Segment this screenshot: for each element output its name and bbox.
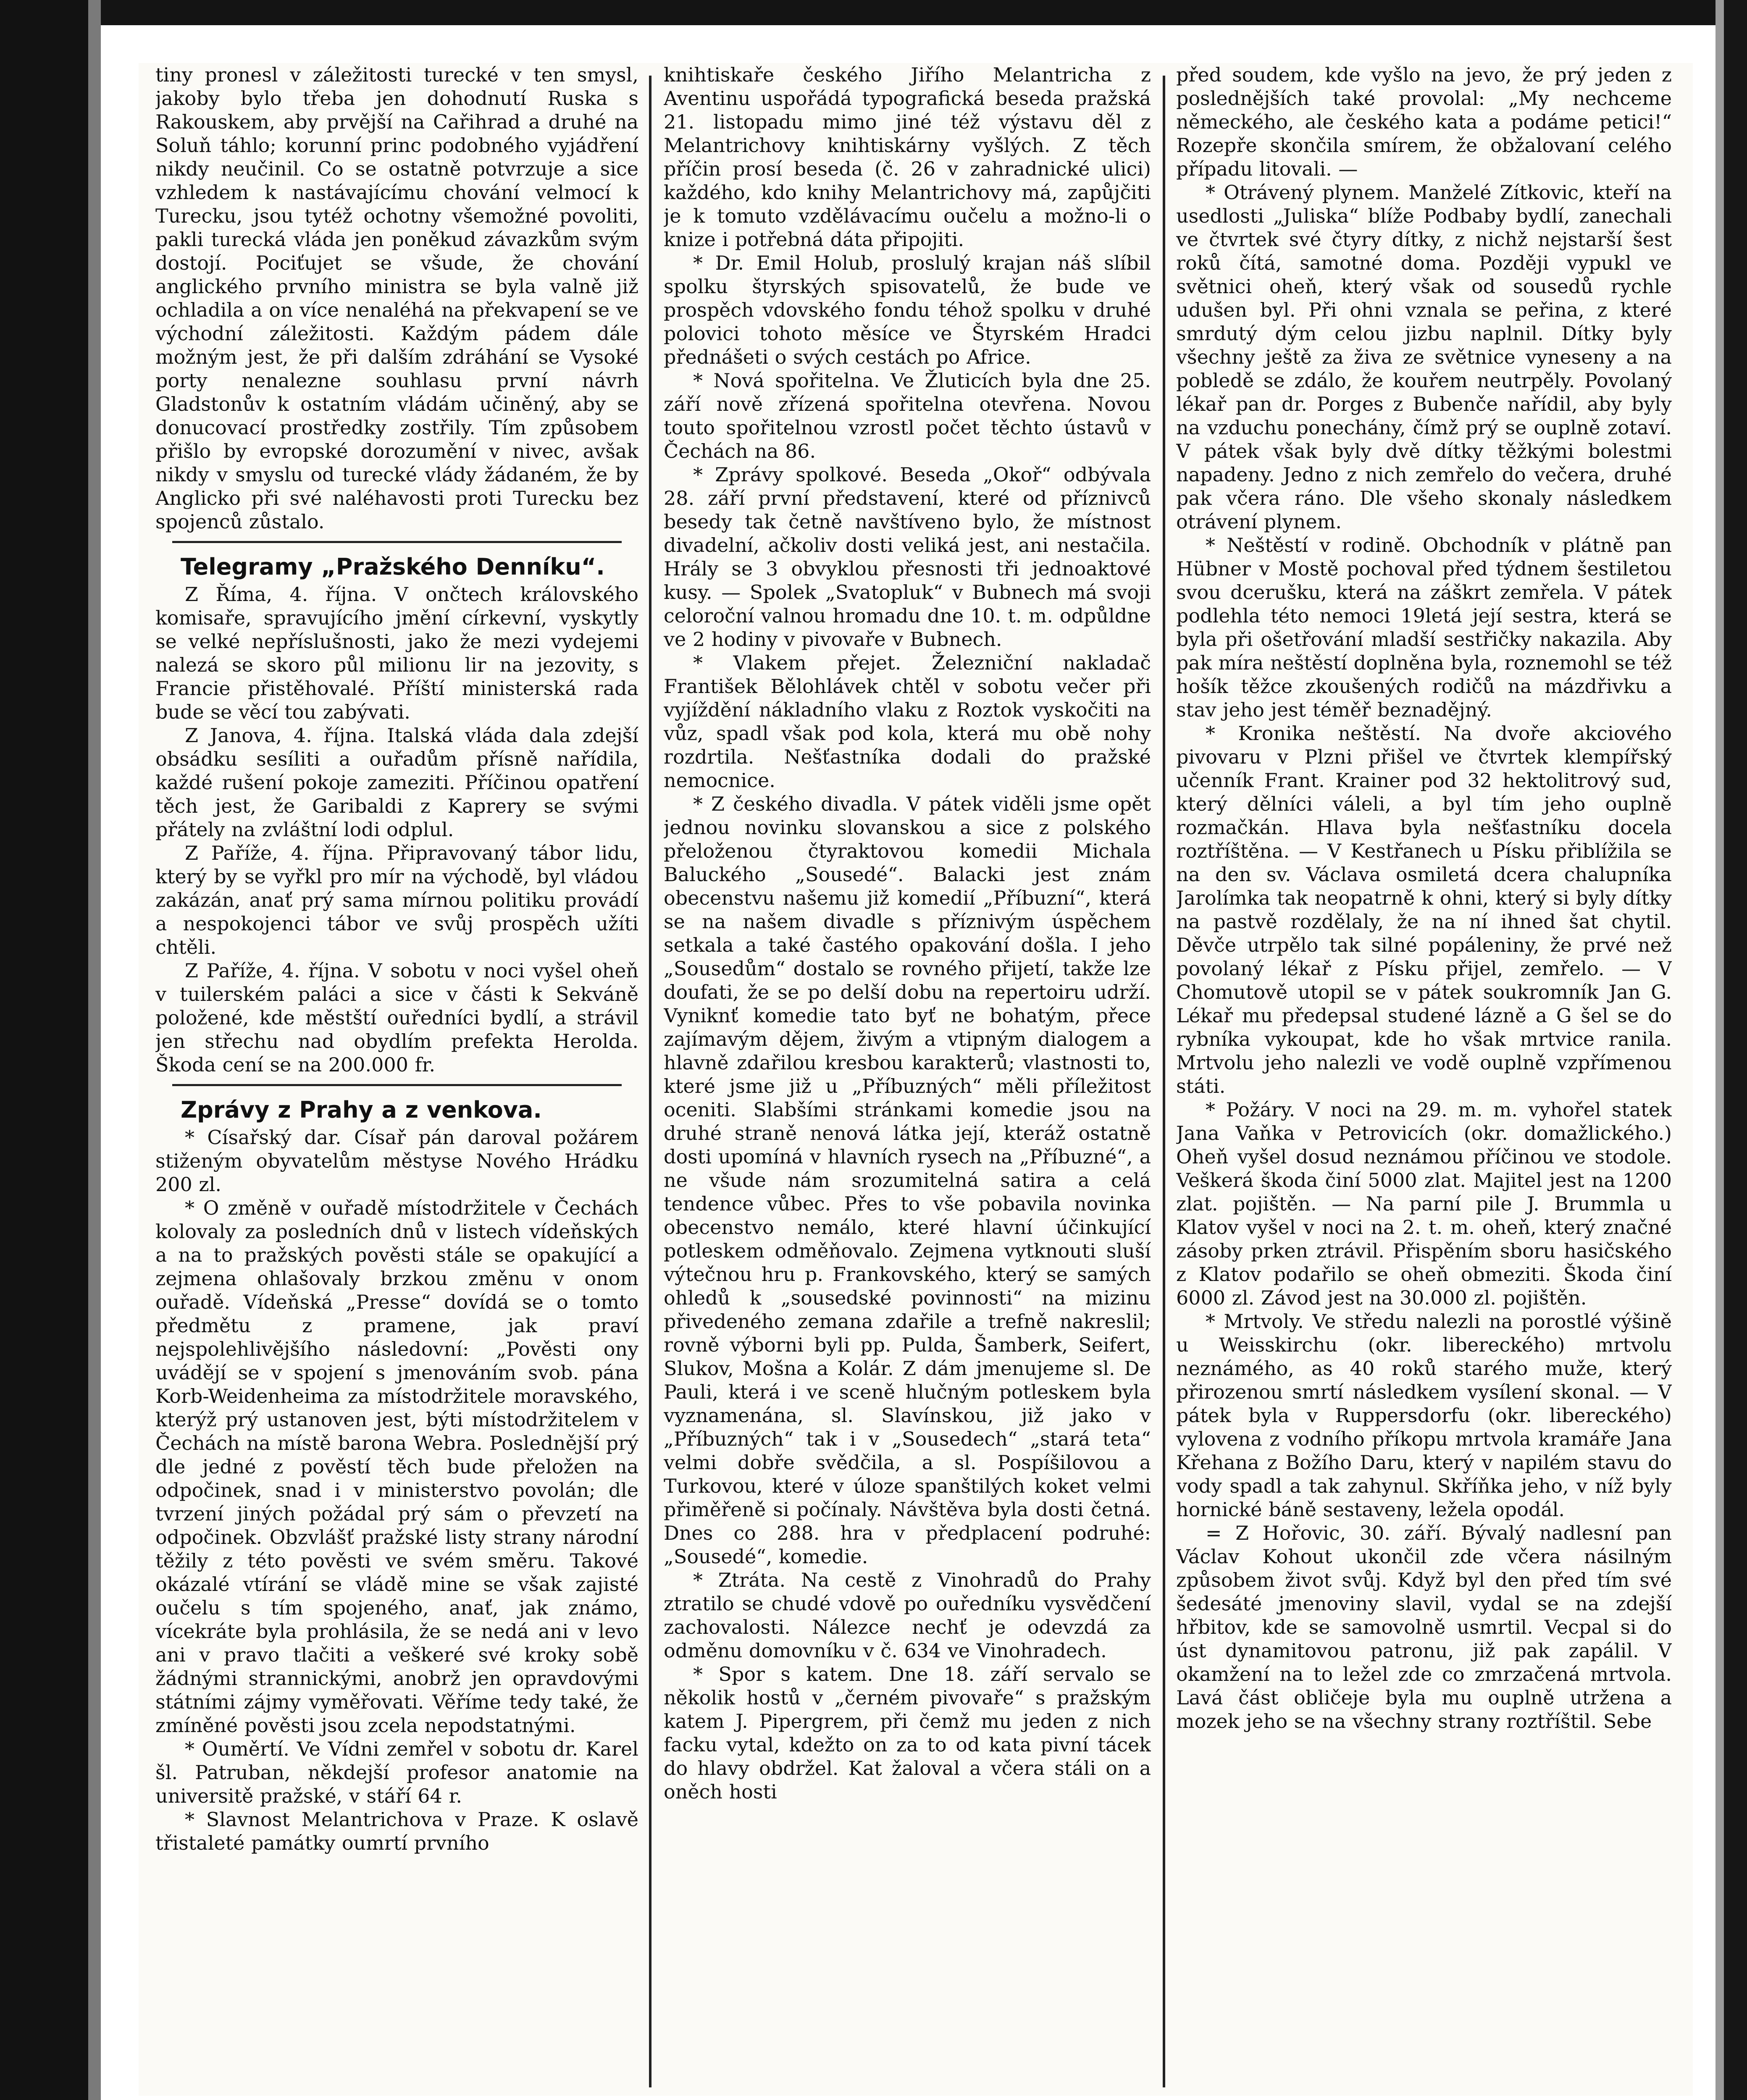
scan-border-right-shadow [1715,0,1724,2100]
column-2 [664,63,1151,2096]
article-paragraph: = Z Hořovic, 30. září. Bývalý nadlesní pan Václav Kohout ukončil zde včera násilným způsobem život svůj. Když byl den před tím své šedesáté jmenoviny slavil, vydal se na zdejší hřbitov, kde se samovolně usmrtil. Vecpal si do úst dynamitovou patronu, již pak zapálil. V okamžení na to ležel zde co zmrzačená mrtvola. Lavá část obličeje byla mu ouplně utržena a mozek jeho se na všechny strany roztříštil. Sebe [1176,1522,1672,1732]
section-heading: Zprávy z Prahy a z venkova. [181,1097,542,1123]
article-paragraph: * Požáry. V noci na 29. m. m. vyhořel statek Jana Vaňka v Petrovicích (okr. domažlického.) Oheň vyšel dosud neznámou příčinou ve stodole. Veškerá škoda činí 5000 zlat. Majitel jest na 1200 zlat. pojištěn. — Na parní pile J. Brummla u Klatov vyšel v noci na 2. t. m. oheň, který značné zásoby prken ztrávil. Přispěním sboru hasičského z Klatov podařilo se oheň obmeziti. Škoda činí 6000 zl. Závod jest na 30.000 zl. pojištěn. [1176,1098,1672,1309]
article-paragraph: * Slavnost Melantrichova v Praze. K oslavě třistaleté památky oumrtí prvního [155,1808,638,1854]
column-1 [155,63,638,2096]
article-paragraph: * Dr. Emil Holub, proslulý krajan náš slíbil spolku štyrských spisovatelů, že bude ve prospěch vdovského fondu téhož spolku v druhé polovici tohoto měsíce ve Štyrském Hradci přednášeti o svých cestách po Africe. [664,252,1151,368]
column-rule-1 [649,76,652,2087]
section-heading: Telegramy „Pražského Denníku“. [181,554,605,580]
article-paragraph: před soudem, kde vyšlo na jevo, že prý jeden z poslednějších také provolal: „My nechceme německého, ale českého kata a podáme petici!“ Rozepře skončila smírem, že obžalovaní celého případu litovali. — [1176,63,1672,180]
article-paragraph: knihtiskaře českého Jiřího Melantricha z Aventinu uspořádá typografická beseda pražská 21. listopadu mimo jiné též výstavu děl z Melantrichovy knihtiskárny vyšlých. Z těch příčin prosí beseda (č. 26 v zahradnické ulici) každého, kdo knihy Melantrichovy má, zapůjčiti je k tomuto vzdělávacímu oučelu a možno-li o knize i potřebná dáta připojiti. [664,63,1151,251]
article-paragraph: Z Říma, 4. října. V ončtech královského komisaře, spravujícího jmění církevní, vyskytly se velké nepříslušnosti, jako že mezi vydejemi nalezá se skoro půl milionu lir na jezovity, s Francie přistěhovalé. Příští ministerská rada bude se věcí tou zabývati. [155,583,638,723]
article-paragraph: * Neštěstí v rodině. Obchodník v plátně pan Hübner v Mostě pochoval před týdnem šestiletou svou dcerušku, která na záškrt zemřela. V pátek podlehla této nemoci 19letá její sestra, která se byla při ošetřování mladší sestřičky nakazila. Aby pak míra neštěstí doplněna byla, roznemohl se též hošík těžce zkoušených rodičů na mázdřivku a stav jeho jest téměř beznadějný. [1176,534,1672,721]
article-paragraph: * Mrtvoly. Ve středu nalezli na porostlé výšině u Weisskirchu (okr. libereckého) mrtvolu neznámého, as 40 roků starého muže, který přirozenou smrtí následkem vysílení skonal. — V pátek byla v Ruppersdorfu (okr. libereckého) vylovena z vodního příkopu mrtvola kramáře Jana Křehana z Božího Daru, který v napilém stavu do vody spadl a tak zahynul. Skříňka jeho, v níž byly hornické báně sestaveny, ležela opodál. [1176,1310,1672,1521]
article-paragraph: * Z českého divadla. V pátek viděli jsme opět jednou novinku slovanskou a sice z polského přeloženou čtyraktovou komedii Michala Baluckého „Sousedé“. Balacki jest znám obecenstvu našemu již komedií „Příbuzní“, která se na našem divadle s příznivým úspěchem setkala a také častého opakování došla. I jeho „Sousedům“ dostalo se rovného přijetí, takže lze doufati, že se po delší dobu na repertoiru udrží. Vyniknť komedie tato byť ne bohatým, přece zajímavým dějem, živým a vtipným dialogem a hlavně zdařilou kresbou karakterů; vlastnosti to, které jsme již u „Příbuzných“ měli příležitost oceniti. Slabšími stránkami komedie jsou na druhé straně nenová látka její, kteráž ostatně dosti upomíná v hlavních rysech na „Příbuzné“, a ne všude nám srozumitelná satira a celá tendence vůbec. Přes to vše pobavila novinka obecenstvo nemálo, které hlavní účinkující potleskem odměňovalo. Zejmena vytknouti sluší výtečnou hru p. Frankovského, který se samých ohledů k „sousedské povinnosti“ na mizinu přivedeného zemana zdařile a trefně nakreslil; rovně výborni byli pp. Pulda, Šamberk, Seifert, Slukov, Mošna a Kolár. Z dám jmenujeme sl. De Pauli, která i ve sceně hlučným potleskem byla vyznamenána, sl. Slavínskou, již jako v „Příbuzných“ tak i v „Sousedech“ „stará teta“ velmi dobře svědčila, a sl. Pospíšilovou a Turkovou, které v úloze spanštilých koket velmi přiměřeně si počínaly. Návštěva byla dosti četná. Dnes co 288. hra v předplacení podruhé: „Sousedé“, komedie. [664,793,1151,1568]
article-paragraph: * Nová spořitelna. Ve Žluticích byla dne 25. září nově zřízená spořitelna otevřena. Novou touto spořitelnou vzrostl počet těchto ústavů v Čechách na 86. [664,369,1151,462]
newspaper-page [139,63,1693,2096]
section-divider [172,541,622,543]
column-3 [1176,63,1672,2096]
article-paragraph: * Otrávený plynem. Manželé Zítkovic, kteří na usedlosti „Juliska“ blíže Podbaby bydlí, zanechali ve čtvrtek své čtyry dítky, z nichž nejstarší šest roků čítá, samotné doma. Později vypukl ve světnici oheň, který však od sousedů rychle udušen byl. Při ohni vznala se peřina, z které smrdutý dým celou jizbu naplnil. Dítky byly všechny ještě za živa ze světnice vyneseny a na pobledě se zdálo, že kouřem neutrpěly. Povolaný lékař pan dr. Porges z Bubenče nařídil, aby byly na vzduchu ponechány, čímž prý se ouplně zotaví. V pátek však byly dvě dítky těžkými bolestmi napadeny. Jedno z nich zemřelo do večera, druhé pak včera ráno. Dle všeho skonaly následkem otrávení plynem. [1176,181,1672,533]
article-paragraph: * Císařský dar. Císař pán daroval požárem stiženým obyvatelům městyse Nového Hrádku 200 zl. [155,1126,638,1196]
article-paragraph: Z Janova, 4. října. Italská vláda dala zdejší obsádku sesíliti a ouřadům přísně nařídila, každé rušení pokoje zameziti. Příčinou opatření těch jest, že Garibaldi z Kaprery se svými přátely na zvláštní lodi odplul. [155,724,638,841]
scan-border-top [0,0,1747,25]
article-paragraph: tiny pronesl v záležitosti turecké v ten smysl, jakoby bylo třeba jen dohodnutí Ruska s Rakouskem, aby prvější na Cařihrad a druhé na Soluň táhlo; korunní princ podobného vyjádření nikdy neučinil. Co se ostatně potvrzuje a sice vzhledem k nastávajícímu chování velmocí k Turecku, jsou tytéž ochotny všemožné povoliti, pakli turecká vláda jen poněkud závazkům svým dostojí. Pociťujet se všude, že chování anglického prvního ministra se byla valně již ochladila a on více nenaléhá na překvapení se ve východní záležitosti. Každým pádem dále možným jest, že při dalším zdráhání se Vysoké porty nenalezne souhlasu první návrh Gladstonův k ostatním vládám učiněný, aby se donucovací prostředky zostřily. Tím způsobem přišlo by evropské dorozumění v nivec, avšak nikdy v smyslu od turecké vlády žádaném, že by Anglicko při své naléhavosti proti Turecku bez spojenců zůstalo. [155,63,638,533]
scan-border-left-shadow [88,0,101,2100]
section-divider [172,1084,622,1086]
article-paragraph: * Ouměrtí. Ve Vídni zemřel v sobotu dr. Karel šl. Patruban, někdejší profesor anatomie na universitě pražské, v stáří 64 r. [155,1738,638,1807]
article-paragraph: * Kronika neštěstí. Na dvoře akciového pivovaru v Plzni přišel ve čtvrtek klempířský učenník Frant. Krainer pod 32 hektolitrový sud, který dělníci váleli, a byl tím jeho ouplně rozmačkán. Hlava byla nešťastníku docela roztříštěna. — V Kestřanech u Písku přiblížila se na den sv. Václava osmiletá dcera chalupníka Jarolímka tak neopatrně k ohni, který si byly dítky na pastvě rozdělaly, že na ní ihned šat chytil. Děvče utrpělo tak silné popáleniny, že prvé než povolaný lékař z Písku přijel, zemřelo. — V Chomutově utopil se v pátek soukromník Jan G. Lékař mu předepsal studené lázně a G šel se do rybníka vykoupat, kde ho však mrtvice ranila. Mrtvolu jeho nalezli ve vodě ouplně vzpřímenou státi. [1176,722,1672,1097]
article-paragraph: * Spor s katem. Dne 18. září servalo se několik hostů v „černém pivovaře“ s pražským katem J. Pipergrem, při čemž mu jeden z nich facku vytal, kdežto on za to od kata pivní tácek do hlavy obdržel. Kat žaloval a včera stáli on a oněch hosti [664,1663,1151,1803]
article-paragraph: * Zprávy spolkové. Beseda „Okoř“ odbývala 28. září první představení, které od příznivců besedy tak četně navštíveno bylo, že místnost divadelní, ačkoliv dosti veliká jest, ani nestačila. Hrály se 3 obvyklou přesnosti tři jednoaktové kusy. — Spolek „Svatopluk“ v Bubnech má svoji celoroční valnou hromadu dne 10. t. m. odpůldne ve 2 hodiny v pivovaře v Bubnech. [664,463,1151,651]
article-paragraph: Z Paříže, 4. října. Připravovaný tábor lidu, který by se vyřkl pro mír na východě, byl vládou zakázán, anať prý sama mírnou politiku provádí a nespokojenci tábor ve svůj prospěch užíti chtěli. [155,842,638,958]
article-paragraph: * Ztráta. Na cestě z Vinohradů do Prahy ztratilo se chudé vdově po ouředníku vysvědčení zachovalosti. Nálezce nechť je odevzdá za odměnu domovníku v č. 634 ve Vinohradech. [664,1569,1151,1662]
scan-border-left [0,0,88,2100]
article-paragraph: * O změně v ouřadě místodržitele v Čechách kolovaly za posledních dnů v listech vídeňských a na to pražských pověsti stále se opakující a zejmena ohlašovaly brzkou změnu v onom ouřadě. Vídeňská „Presse“ dovídá se o tomto předmětu z pramene, jak praví nejspolehlivějšího následovní: „Pověsti ony uvádějí se v spojení s jmenováním svob. pána Korb-Weidenheima za místodržitele moravského, kterýž prý ustanoven jest, býti místodržitelem v Čechách na místě barona Webra. Poslednější prý dle jedné z pověstí těch bude přeložen na odpočinek, snad i v ministerstvo povolán; dle tvrzení jiných požádal prý sám o převzetí na odpočinek. Obzvlášť pražské listy strany národní těžily z této pověsti ve svém směru. Takové okázalé vtírání se vládě mine se však zajisté oučelu s tím spojeného, anať, jak známo, vícekráte byla prohlásila, že se nedá ani v levo ani v pravo tlačiti a veškeré své kroky sobě žádnými strannickými, anobrž jen opravdovými státními zájmy vyměřovati. Věříme tedy také, že zmíněné pověsti jsou zcela nepodstatnými. [155,1197,638,1737]
article-paragraph: * Vlakem přejet. Železniční nakladač František Bělohlávek chtěl v sobotu večer při vyjíždění nákladního vlaku z Roztok vyskočiti na vůz, spadl však pod kola, která mu obě nohy rozdrtila. Nešťastníka dodali do pražské nemocnice. [664,651,1151,792]
article-paragraph: Z Paříže, 4. října. V sobotu v noci vyšel oheň v tuilerském paláci a sice v části k Sekváně položené, kde městští ouředníci bydlí, a strávil jen střechu nad obydlím prefekta Herolda. Škoda cení se na 200.000 fr. [155,959,638,1076]
column-rule-2 [1163,76,1165,2087]
scan-border-right [1724,0,1747,2100]
